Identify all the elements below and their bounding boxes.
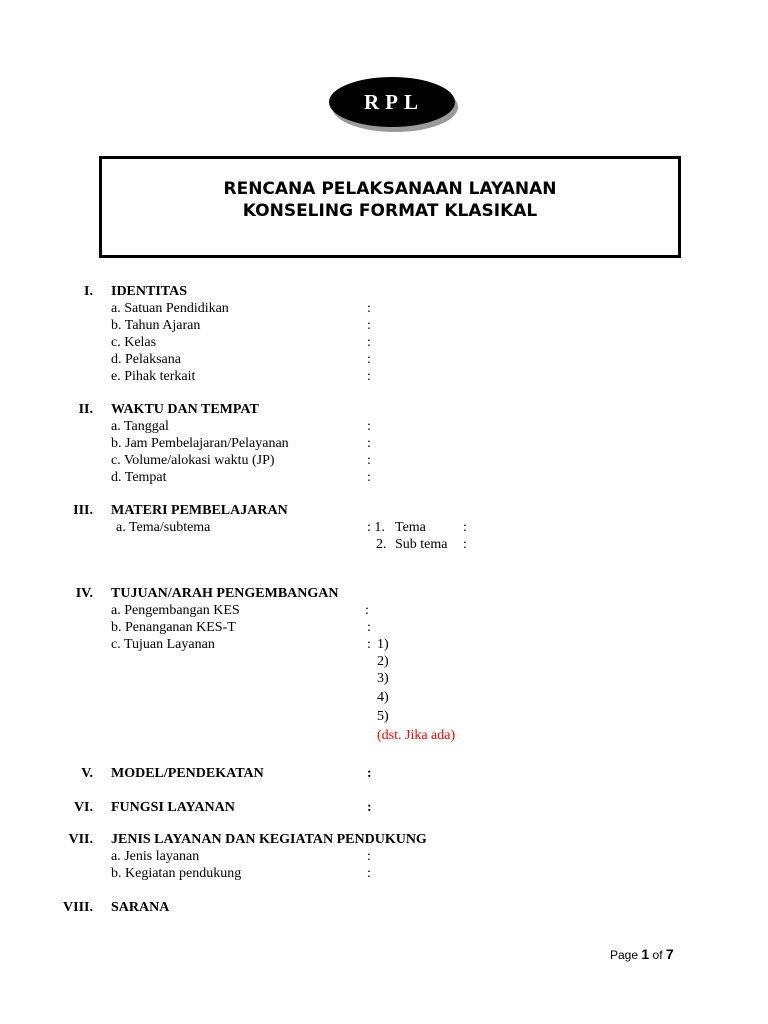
section-number-4: IV.	[75, 586, 93, 601]
page-of-label: of	[652, 948, 663, 962]
field-label: a. Jenis layanan	[111, 849, 200, 864]
section-number-6: VI.	[73, 800, 93, 815]
field-colon: :	[367, 849, 371, 864]
field-colon: :	[367, 335, 371, 350]
field-colon: :	[365, 603, 369, 618]
section-heading-identitas: IDENTITAS	[111, 284, 187, 299]
field-label: a. Pengembangan KES	[111, 603, 240, 618]
field-label: a. Tanggal	[111, 419, 169, 434]
field-label: a. Satuan Pendidikan	[111, 301, 229, 316]
field-label: b. Kegiatan pendukung	[111, 866, 242, 881]
subtema-number: 2.	[376, 537, 387, 552]
logo-text: RPL	[364, 89, 424, 114]
title-line-1: RENCANA PELAKSANAAN LAYANAN	[223, 179, 557, 199]
field-colon: :	[367, 766, 372, 781]
field-label: c. Tujuan Layanan	[111, 637, 215, 652]
goal-item: 4)	[377, 690, 389, 705]
section-number-8: VIII.	[63, 900, 93, 915]
field-label: d. Tempat	[111, 470, 167, 485]
page-total: 7	[665, 946, 674, 962]
field-colon: :	[367, 352, 371, 367]
field-colon: :	[463, 537, 467, 552]
section-heading-materi: MATERI PEMBELAJARAN	[111, 503, 288, 518]
section-heading-fungsi: FUNGSI LAYANAN	[111, 800, 235, 815]
field-label: b. Jam Pembelajaran/Pelayanan	[111, 436, 289, 451]
field-label: e. Pihak terkait	[111, 369, 196, 384]
page-label: Page	[610, 948, 639, 962]
section-number-1: I.	[84, 284, 93, 299]
field-colon: :	[367, 637, 371, 652]
field-label: d. Pelaksana	[111, 352, 181, 367]
field-colon: :	[367, 301, 371, 316]
field-label: c. Volume/alokasi waktu (JP)	[111, 453, 275, 468]
subtema-label: Sub tema	[395, 537, 448, 552]
goal-note: (dst. Jika ada)	[377, 728, 456, 743]
field-label: b. Penanganan KES-T	[111, 620, 236, 635]
page-current: 1	[641, 946, 650, 962]
goal-item: 2)	[377, 654, 389, 669]
title-box	[99, 156, 681, 258]
field-colon: :	[367, 419, 371, 434]
field-colon: :	[367, 866, 371, 881]
field-colon: :	[367, 800, 372, 815]
field-colon: :	[367, 620, 371, 635]
field-colon: :	[367, 470, 371, 485]
field-colon: :	[367, 436, 371, 451]
section-heading-sarana: SARANA	[111, 900, 170, 915]
section-number-5: V.	[81, 766, 93, 781]
section-heading-tujuan: TUJUAN/ARAH PENGEMBANGAN	[111, 586, 339, 601]
section-number-3: III.	[73, 503, 93, 518]
title-line-2: KONSELING FORMAT KLASIKAL	[242, 201, 538, 221]
tema-number: : 1.	[367, 520, 385, 535]
section-number-2: II.	[78, 402, 93, 417]
rpl-logo	[329, 77, 455, 127]
field-label: a. Tema/subtema	[116, 520, 211, 535]
field-colon: :	[463, 520, 467, 535]
field-label: c. Kelas	[111, 335, 157, 350]
tema-label: Tema	[395, 520, 426, 535]
section-heading-waktu: WAKTU DAN TEMPAT	[111, 402, 259, 417]
field-colon: :	[367, 318, 371, 333]
section-number-7: VII.	[68, 832, 93, 847]
goal-item: 1)	[377, 637, 389, 652]
goal-item: 3)	[377, 671, 389, 686]
page-footer	[610, 946, 674, 962]
field-label: b. Tahun Ajaran	[111, 318, 201, 333]
section-heading-model: MODEL/PENDEKATAN	[111, 766, 264, 781]
goal-item: 5)	[377, 709, 389, 724]
section-heading-jenis: JENIS LAYANAN DAN KEGIATAN PENDUKUNG	[111, 832, 427, 847]
field-colon: :	[367, 369, 371, 384]
field-colon: :	[367, 453, 371, 468]
